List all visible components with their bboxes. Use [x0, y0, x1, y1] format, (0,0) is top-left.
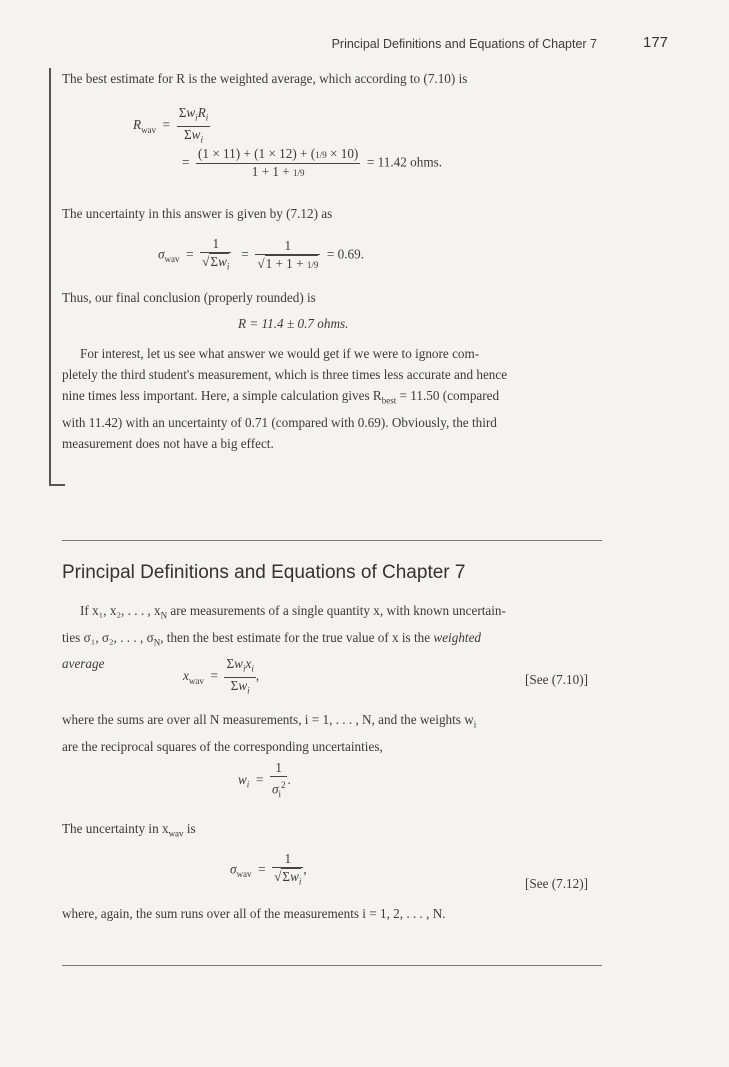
def-line-1	[62, 600, 602, 627]
interest-line-4: with 11.42) with an uncertainty of 0.71 (compared with 0.69). Obviously, the third	[62, 414, 497, 430]
interest-line-3	[62, 385, 602, 412]
interest-line-3-tail: = 11.50 (compared	[396, 388, 500, 403]
uncertainty-xwav	[62, 818, 196, 845]
def-line-1-tail: are measurements of a single quantity x, with known uncertain-	[167, 603, 506, 618]
sigma-result: = 0.69.	[326, 246, 365, 262]
def-line-1-sub: N	[160, 610, 168, 621]
weights-line-1-text: where the sums are over all N measurements, i = 1, . . . , N, and the weights w	[62, 712, 474, 727]
page-number: 177	[643, 34, 669, 51]
uncertainty-xwav-tail: is	[183, 821, 196, 836]
section-title: Principal Definitions and Equations of Chapter 7	[62, 562, 466, 583]
interest-line-3-text: nine times less important. Here, a simple calculation gives R	[62, 388, 382, 403]
rwav-result: = 11.42 ohms.	[366, 154, 443, 170]
def-line-1-text: If x₁, x₂, . . . , x	[80, 603, 161, 618]
def-line-2-tail: , then the best estimate for the true value of x is the	[160, 629, 434, 645]
rbest-subscript: best	[381, 395, 397, 406]
final-answer: R = 11.4 ± 0.7 ohms.	[238, 316, 349, 331]
ref-7-12: [See (7.12)]	[525, 876, 588, 891]
weights-equation: $w_i$ = $\frac{1}{\sigma_i^2}$ .	[238, 760, 291, 800]
example-intro: The best estimate for R is the weighted average, which according to (7.10) is	[62, 71, 468, 86]
interest-line-1: For interest, let us see what answer we would get if we were to ignore com-	[80, 346, 480, 361]
def-line-3: average	[62, 656, 105, 672]
sigma-equation: $\sigma_{wav}$ = $\frac{1}{√\Sigma w_i}$ = $\frac{1}{√1 + 1 + 1/9}$ = 0.69.	[158, 236, 364, 275]
uncertainty-xwav-sub: wav	[168, 828, 184, 839]
definitions-paragraph	[62, 600, 602, 674]
margin-bar-foot	[49, 484, 65, 486]
conclusion-intro: Thus, our final conclusion (properly rounded) is	[62, 290, 316, 305]
weighted-term: weighted	[433, 629, 482, 645]
weights-paragraph	[62, 709, 607, 757]
running-header: Principal Definitions and Equations of Chapter 7	[331, 37, 597, 51]
xwav-equation: $x_{wav}$ = $\frac{\Sigma w_ix_i}{\Sigma w_i}$ ,	[183, 656, 260, 696]
ref-7-10: [See (7.10)]	[525, 672, 588, 687]
uncertainty-intro: The uncertainty in this answer is given by (7.12) as	[62, 206, 333, 221]
weights-line-2: are the reciprocal squares of the corresponding uncertainties,	[62, 738, 383, 754]
weights-line-1	[62, 709, 607, 736]
weights-line-1-sub: i	[473, 719, 477, 730]
margin-bar	[49, 68, 51, 485]
sum-note: where, again, the sum runs over all of the measurements i = 1, 2, . . . , N.	[62, 906, 446, 921]
rwav-numeric: = $\frac{(1 \times 11) + (1 \times 12) + (1/9 \times 10)}{1 + 1 + 1/9}$ = 11.42 ohms.	[182, 146, 443, 179]
interest-paragraph	[62, 343, 602, 454]
def-line-2	[62, 627, 602, 654]
def-line-2-text: ties σ₁, σ₂, . . . , σ	[62, 629, 154, 645]
def-line-2-sub: N	[153, 637, 161, 648]
section-rule-bottom	[62, 965, 602, 966]
rwav-equation: $R_{wav}$ = $\frac{\Sigma w_iR_i}{\Sigma w_i}$	[133, 105, 209, 145]
interest-line-2: pletely the third student's measurement, which is three times less accurate and hence	[62, 367, 508, 382]
section-rule-top	[62, 540, 602, 541]
uncertainty-xwav-text: The uncertainty in x	[62, 821, 169, 836]
sigma-wav-equation: $\sigma_{wav}$ = $\frac{1}{√\Sigma w_i}$ ,	[230, 851, 307, 890]
interest-line-5: measurement does not have a big effect.	[62, 435, 274, 451]
